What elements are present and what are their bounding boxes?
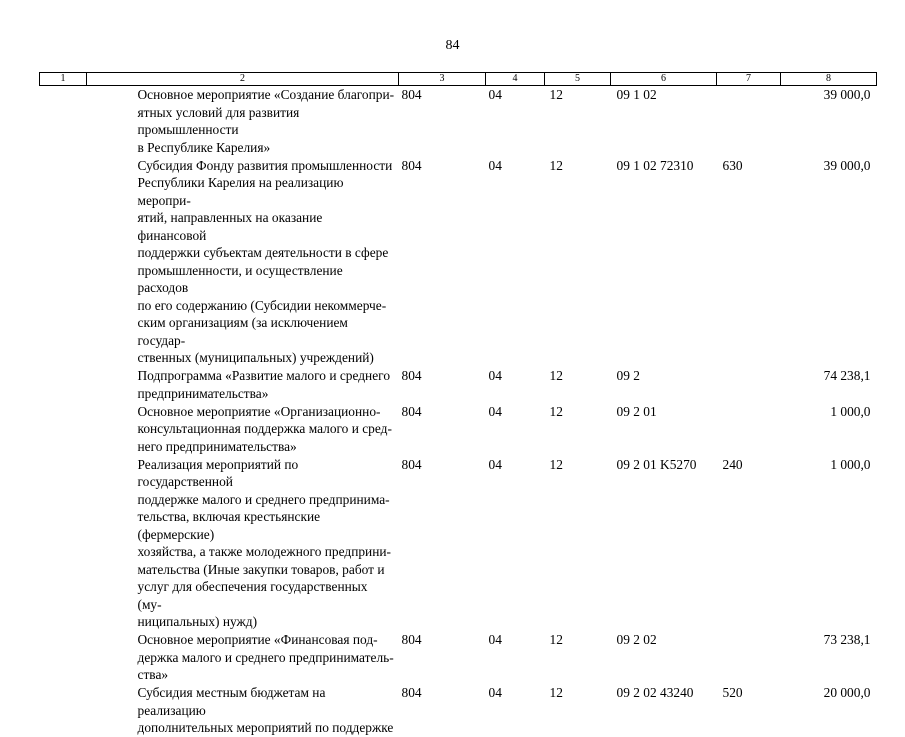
cell-expense-type (717, 403, 781, 456)
cell-subsection: 12 (545, 631, 611, 684)
cell-col1 (40, 403, 87, 456)
cell-ministry-code: 804 (399, 631, 486, 684)
budget-table (39, 72, 877, 737)
cell-section: 04 (486, 631, 545, 684)
col-header-4: 4 (486, 73, 545, 86)
cell-ministry-code: 804 (399, 157, 486, 368)
cell-description: Основное мероприятие «Создание благопри- ятных условий для развития промышленности в Республике Карелия» (87, 86, 399, 157)
cell-amount: 74 238,1 (781, 367, 877, 403)
cell-description: Основное мероприятие «Организационно- консультационная поддержка малого и сред- него предпринимательства» (87, 403, 399, 456)
table-row (40, 157, 877, 368)
cell-col1 (40, 157, 87, 368)
col-header-7: 7 (717, 73, 781, 86)
cell-target-article: 09 2 02 (611, 631, 717, 684)
cell-subsection: 12 (545, 367, 611, 403)
cell-ministry-code: 804 (399, 367, 486, 403)
cell-section: 04 (486, 403, 545, 456)
cell-col1 (40, 456, 87, 632)
cell-amount: 1 000,0 (781, 456, 877, 632)
cell-target-article: 09 2 01 (611, 403, 717, 456)
table-row (40, 403, 877, 456)
cell-amount: 73 238,1 (781, 631, 877, 684)
cell-target-article: 09 2 (611, 367, 717, 403)
cell-description: Подпрограмма «Развитие малого и среднего предпринимательства» (87, 367, 399, 403)
cell-expense-type (717, 367, 781, 403)
table-row (40, 684, 877, 737)
cell-target-article: 09 2 02 43240 (611, 684, 717, 737)
cell-target-article: 09 1 02 (611, 86, 717, 157)
cell-description: Реализация мероприятий по государственной поддержке малого и среднего предпринима- тельства, включая крестьянские (фермерские) хозяйства, а также молодежного предприни- мательства (Иные закупки товаров, работ и услуг для обеспечения государственных (му- ниципальных) нужд) (87, 456, 399, 632)
cell-subsection: 12 (545, 456, 611, 632)
cell-amount: 39 000,0 (781, 157, 877, 368)
cell-amount: 20 000,0 (781, 684, 877, 737)
cell-description: Субсидия Фонду развития промышленности Республики Карелия на реализацию меропри- ятий, направленных на оказание финансовой поддержки субъектам деятельности в сфере промышленности, и осуществление расходов по его содержанию (Субсидии некоммерче- ским организациям (за исключением государ- ственных (муниципальных) учреждений) (87, 157, 399, 368)
cell-col1 (40, 86, 87, 157)
cell-description: Субсидия местным бюджетам на реализацию дополнительных мероприятий по поддержке (87, 684, 399, 737)
cell-ministry-code: 804 (399, 403, 486, 456)
cell-target-article: 09 2 01 K5270 (611, 456, 717, 632)
cell-subsection: 12 (545, 86, 611, 157)
cell-subsection: 12 (545, 403, 611, 456)
cell-col1 (40, 631, 87, 684)
cell-target-article: 09 1 02 72310 (611, 157, 717, 368)
cell-amount: 39 000,0 (781, 86, 877, 157)
table-row (40, 631, 877, 684)
cell-section: 04 (486, 157, 545, 368)
cell-expense-type (717, 86, 781, 157)
cell-subsection: 12 (545, 684, 611, 737)
cell-ministry-code: 804 (399, 684, 486, 737)
cell-expense-type: 630 (717, 157, 781, 368)
cell-description: Основное мероприятие «Финансовая под- держка малого и среднего предприниматель- ства» (87, 631, 399, 684)
table-body (40, 86, 877, 737)
cell-section: 04 (486, 684, 545, 737)
column-number-header (40, 73, 877, 86)
col-header-5: 5 (545, 73, 611, 86)
col-header-2: 2 (87, 73, 399, 86)
page-number: 84 (0, 38, 905, 54)
cell-expense-type: 240 (717, 456, 781, 632)
cell-col1 (40, 684, 87, 737)
cell-col1 (40, 367, 87, 403)
cell-section: 04 (486, 86, 545, 157)
cell-subsection: 12 (545, 157, 611, 368)
cell-section: 04 (486, 456, 545, 632)
table-row (40, 367, 877, 403)
cell-ministry-code: 804 (399, 456, 486, 632)
col-header-1: 1 (40, 73, 87, 86)
cell-ministry-code: 804 (399, 86, 486, 157)
col-header-6: 6 (611, 73, 717, 86)
table-row (40, 86, 877, 157)
cell-expense-type (717, 631, 781, 684)
col-header-3: 3 (399, 73, 486, 86)
cell-section: 04 (486, 367, 545, 403)
cell-amount: 1 000,0 (781, 403, 877, 456)
col-header-8: 8 (781, 73, 877, 86)
cell-expense-type: 520 (717, 684, 781, 737)
table-row (40, 456, 877, 632)
